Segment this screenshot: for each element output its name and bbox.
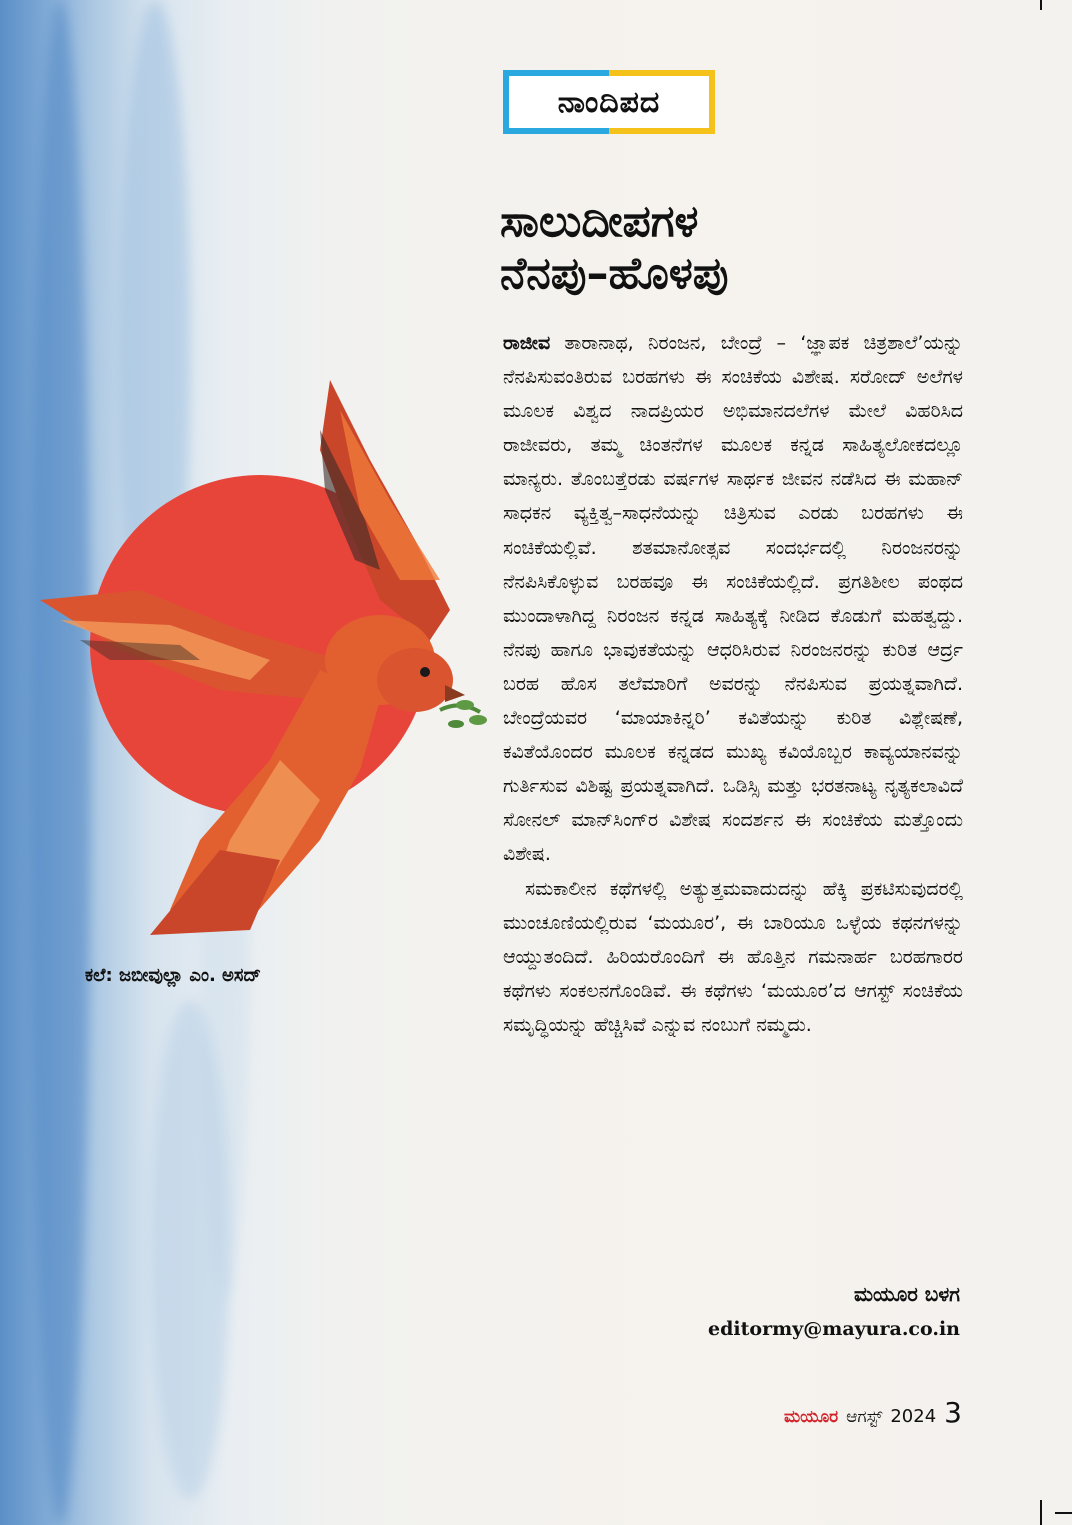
issue-year: 2024	[890, 1406, 937, 1427]
art-caption: ಕಲೆ: ಜಬೀವುಲ್ಲಾ ಎಂ. ಅಸದ್	[85, 965, 261, 986]
editor-email: editormy@mayura.co.in	[708, 1318, 960, 1340]
page-number: 3	[944, 1396, 962, 1429]
signoff: ಮಯೂರ ಬಳಗ	[854, 1282, 960, 1306]
paragraph-1	[503, 326, 963, 872]
paragraph-1-text: ತಾರಾನಾಥ, ನಿರಂಜನ, ಬೇಂದ್ರೆ – ‘ಜ್ಞಾಪಕ ಚಿತ್ರಶಾಲೆ’ಯನ್ನು ನೆನಪಿಸುವಂತಿರುವ ಬರಹಗಳು ಈ ಸಂಚಿಕೆಯ ವಿಶೇಷ. ಸರೋದ್ ಅಲೆಗಳ ಮೂಲಕ ವಿಶ್ವದ ನಾದಪ್ರಿಯರ ಅಭಿಮಾನದಲೆಗಳ ಮೇಲೆ ವಿಹರಿಸಿದ ರಾಜೀವರು, ತಮ್ಮ ಚಿಂತನೆಗಳ ಮೂಲಕ ಕನ್ನಡ ಸಾಹಿತ್ಯಲೋಕದಲ್ಲೂ ಮಾನ್ಯರು. ತೊಂಬತ್ತೆರಡು ವರ್ಷಗಳ ಸಾರ್ಥಕ ಜೀವನ ನಡೆಸಿದ ಈ ಮಹಾನ್ ಸಾಧಕನ ವ್ಯಕ್ತಿತ್ವ–ಸಾಧನೆಯನ್ನು ಚಿತ್ರಿಸುವ ಎರಡು ಬರಹಗಳು ಈ ಸಂಚಿಕೆಯಲ್ಲಿವೆ. ಶತಮಾನೋತ್ಸವ ಸಂದರ್ಭದಲ್ಲಿ ನಿರಂಜನರನ್ನು ನೆನಪಿಸಿಕೊಳ್ಳುವ ಬರಹವೂ ಈ ಸಂಚಿಕೆಯಲ್ಲಿದೆ. ಪ್ರಗತಿಶೀಲ ಪಂಥದ ಮುಂದಾಳಾಗಿದ್ದ ನಿರಂಜನ ಕನ್ನಡ ಸಾಹಿತ್ಯಕ್ಕೆ ನೀಡಿದ ಕೊಡುಗೆ ಮಹತ್ವದ್ದು. ನೆನಪು ಹಾಗೂ ಭಾವುಕತೆಯನ್ನು ಆಧರಿಸಿರುವ ನಿರಂಜನರನ್ನು ಕುರಿತ ಆರ್ದ್ರ ಬರಹ ಹೊಸ ತಲೆಮಾರಿಗೆ ಅವರನ್ನು ನೆನಪಿಸುವ ಪ್ರಯತ್ನವಾಗಿದೆ. ಬೇಂದ್ರೆಯವರ ‘ಮಾಯಾಕಿನ್ನರಿ’ ಕವಿತೆಯನ್ನು ಕುರಿತ ವಿಶ್ಲೇಷಣೆ, ಕವಿತೆಯೊಂದರ ಮೂಲಕ ಕನ್ನಡದ ಮುಖ್ಯ ಕವಿಯೊಬ್ಬರ ಕಾವ್ಯಯಾನವನ್ನು ಗುರ್ತಿಸುವ ವಿಶಿಷ್ಟ ಪ್ರಯತ್ನವಾಗಿದೆ. ಒಡಿಸ್ಸಿ ಮತ್ತು ಭರತನಾಟ್ಯ ನೃತ್ಯಕಲಾವಿದೆ ಸೋನಲ್ ಮಾನ್‌ಸಿಂಗ್‌ರ ವಿಶೇಷ ಸಂದರ್ಶನ ಈ ಸಂಚಿಕೆಯ ಮತ್ತೊಂದು ವಿಶೇಷ.	[503, 332, 963, 866]
headline-line-1: ಸಾಲುದೀಪಗಳ	[500, 196, 699, 247]
lead-word: ರಾಜೀವ	[503, 332, 551, 354]
paragraph-2: ಸಮಕಾಲೀನ ಕಥೆಗಳಲ್ಲಿ ಅತ್ಯುತ್ತಮವಾದುದನ್ನು ಹೆಕ್ಕಿ ಪ್ರಕಟಿಸುವುದರಲ್ಲಿ ಮುಂಚೂಣಿಯಲ್ಲಿರುವ ‘ಮಯೂರ’, ಈ ಬಾರಿಯೂ ಒಳ್ಳೆಯ ಕಥನಗಳನ್ನು ಆಯ್ದುತಂದಿದೆ. ಹಿರಿಯರೊಂದಿಗೆ ಈ ಹೊತ್ತಿನ ಗಮನಾರ್ಹ ಬರಹಗಾರರ ಕಥೆಗಳು ಸಂಕಲನಗೊಂಡಿವೆ. ಈ ಕಥೆಗಳು ‘ಮಯೂರ’ದ ಆಗಸ್ಟ್ ಸಂಚಿಕೆಯ ಸಮೃದ್ಧಿಯನ್ನು ಹೆಚ್ಚಿಸಿವೆ ಎನ್ನುವ ನಂಬುಗೆ ನಮ್ಮದು.	[503, 877, 963, 1036]
crop-mark	[1040, 1500, 1042, 1525]
headline-line-2: ನೆನಪು–ಹೊಳಪು	[500, 248, 729, 299]
bird-figure	[40, 380, 487, 935]
bird-painting	[20, 340, 490, 940]
section-badge-label: ನಾಂದಿಪದ	[509, 76, 709, 128]
crop-mark	[1055, 1512, 1072, 1514]
section-badge	[503, 70, 715, 134]
issue-month: ಆಗಸ್ಟ್	[846, 1407, 883, 1427]
article-body	[503, 326, 963, 1042]
paint-streak	[150, 1000, 230, 1500]
page-footer	[784, 1396, 962, 1429]
headline	[500, 196, 960, 300]
brand-logo: ಮಯೂರ	[783, 1407, 839, 1427]
crop-mark	[1040, 0, 1042, 10]
